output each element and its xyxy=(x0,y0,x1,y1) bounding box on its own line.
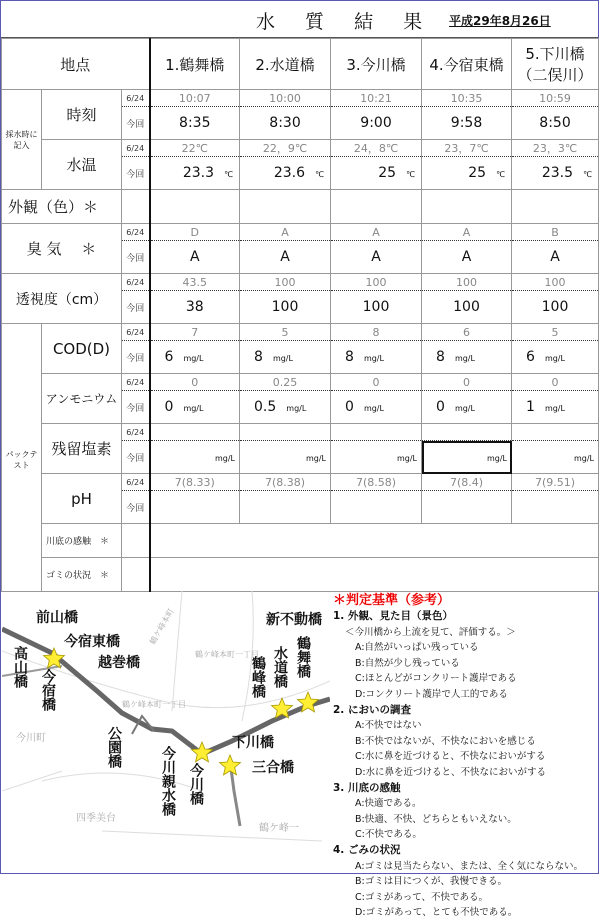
prev-date-label: 6/24 xyxy=(122,474,150,491)
time-now-cell[interactable]: 8:30 xyxy=(240,107,331,140)
cod-prev-value: 5 xyxy=(240,324,331,341)
ph-prev-value: 7(8.58) xyxy=(331,474,422,491)
odor-prev-value: A xyxy=(422,224,512,241)
unit-label: mg/L xyxy=(573,454,595,463)
bridge-label: 三合橋 xyxy=(252,760,294,776)
temp-prev-value: 24，8℃ xyxy=(331,140,422,157)
cod-now-value: 8 xyxy=(254,349,263,365)
unit-label: mg/L xyxy=(486,454,508,463)
ph-prev-row xyxy=(2,474,599,491)
transparency-prev-value: 100 xyxy=(512,274,599,291)
site-name: 5.下川橋 xyxy=(525,45,585,63)
report-date: 平成29年8月26日 xyxy=(449,14,551,28)
unit-label: ℃ xyxy=(583,170,593,179)
chlorine-now-cell[interactable] xyxy=(512,441,599,474)
criteria-item: D:ゴミがあって、とても不快である。 xyxy=(355,907,518,919)
site-subname: （二俣川） xyxy=(517,66,593,84)
time-prev-value: 10:21 xyxy=(331,90,422,107)
criteria-item: A:ゴミは見当たらない、または、全く気にならない。 xyxy=(355,860,584,872)
bridge-label: 今宿橋 xyxy=(40,669,56,711)
results-table xyxy=(1,38,599,592)
ph-now-cell[interactable] xyxy=(150,491,240,524)
site-name: 3.今川橋 xyxy=(346,55,406,74)
trash-row xyxy=(2,558,599,592)
odor-prev-value: D xyxy=(150,224,240,241)
bridge-label: 水道橋 xyxy=(272,646,288,688)
temp-prev-value: 22℃ xyxy=(150,140,240,157)
now-label: 今回 xyxy=(122,441,150,474)
now-label: 今回 xyxy=(122,291,150,324)
transparency-prev-value: 100 xyxy=(331,274,422,291)
chlorine-label: 残留塩素 xyxy=(42,424,122,474)
cod-now-cell[interactable] xyxy=(512,341,599,374)
time-prev-value: 10:35 xyxy=(422,90,512,107)
chlorine-now-cell[interactable] xyxy=(422,441,512,474)
packtest-side-label: パックテスト xyxy=(2,324,42,592)
appearance-row xyxy=(2,190,599,224)
temp-now-value: 23.6 xyxy=(273,165,306,181)
criteria-item: D:コンクリート護岸で人工的である xyxy=(355,688,508,700)
cod-prev-value: 5 xyxy=(512,324,599,341)
cod-prev-row xyxy=(2,324,599,341)
odor-prev-value: A xyxy=(331,224,422,241)
unit-label: mg/L xyxy=(544,404,565,413)
odor-now-cell[interactable]: A xyxy=(331,241,422,274)
unit-label: mg/L xyxy=(363,404,384,413)
area-label: 鶴ケ峰本町一丁目 xyxy=(122,700,186,709)
cod-label: COD(D) xyxy=(42,324,122,374)
criteria-item: A:不快ではない xyxy=(355,720,422,732)
bridge-label: 鶴舞橋 xyxy=(295,636,311,678)
odor-now-cell[interactable]: A xyxy=(422,241,512,274)
criteria-item: C:ほとんどがコンクリート護岸である xyxy=(355,673,517,685)
ammonium-now-value: 1 xyxy=(526,399,535,415)
ammonium-now-value: 0 xyxy=(436,399,445,415)
chlorine-now-cell[interactable] xyxy=(331,441,422,474)
criteria-item: B:快適、不快、どちらともいえない。 xyxy=(355,813,517,825)
unit-label: ℃ xyxy=(315,170,325,179)
cod-prev-value: 6 xyxy=(422,324,512,341)
temp-now-cell[interactable] xyxy=(150,157,240,190)
bridge-label: 鶴峰橋 xyxy=(250,656,266,698)
bridge-label: 高山橋 xyxy=(12,646,28,688)
riverbed-input[interactable] xyxy=(150,524,599,558)
cod-now-cell[interactable] xyxy=(422,341,512,374)
criteria-item: C:ゴミがあって、不快である。 xyxy=(355,891,489,903)
site-name: 2.水道橋 xyxy=(255,55,315,74)
chlorine-prev-value xyxy=(331,424,422,441)
criteria-heading: 1. 外観、見た目（景色） xyxy=(333,610,453,622)
ammonium-prev-value: 0 xyxy=(512,374,599,391)
prev-date-label: 6/24 xyxy=(122,424,150,441)
title-row xyxy=(1,1,598,38)
prev-date-label: 6/24 xyxy=(122,324,150,341)
unit-label: mg/L xyxy=(396,454,418,463)
site-header xyxy=(422,39,512,90)
criteria-item: A:自然がいっぱい残っている xyxy=(355,642,479,654)
odor-prev-value: B xyxy=(512,224,599,241)
ph-label: pH xyxy=(42,474,122,524)
criteria-item: C:水に鼻を近づけると、不快なにおいがする xyxy=(355,751,546,763)
time-now-cell[interactable]: 9:00 xyxy=(331,107,422,140)
unit-label: mg/L xyxy=(454,354,475,363)
transparency-now-cell[interactable]: 100 xyxy=(512,291,599,324)
odor-label: 臭 気 ＊ xyxy=(2,224,122,274)
time-label: 時刻 xyxy=(42,90,122,140)
ammonium-now-cell[interactable] xyxy=(150,391,240,424)
transparency-now-cell[interactable]: 38 xyxy=(150,291,240,324)
cod-now-cell[interactable] xyxy=(150,341,240,374)
riverbed-row xyxy=(2,524,599,558)
cod-prev-value: 7 xyxy=(150,324,240,341)
bridge-label: 新不動橋 xyxy=(266,612,322,628)
temp-prev-row xyxy=(2,140,599,157)
temp-prev-value: 22，9℃ xyxy=(240,140,331,157)
prev-date-label: 6/24 xyxy=(122,374,150,391)
sampling-side-label: 採水時に記入 xyxy=(2,90,42,190)
time-prev-value: 10:00 xyxy=(240,90,331,107)
unit-label: mg/L xyxy=(454,404,475,413)
appearance-label: 外観（色）＊ xyxy=(2,190,122,224)
site-header xyxy=(240,39,331,90)
temp-now-value: 25 xyxy=(378,165,397,181)
transparency-now-cell[interactable]: 100 xyxy=(422,291,512,324)
river-map xyxy=(2,591,330,873)
cod-now-value: 8 xyxy=(436,349,445,365)
criteria-item: B:ゴミは目につくが、我慢できる。 xyxy=(355,876,508,888)
bridge-label: 下川橋 xyxy=(232,735,274,751)
transparency-prev-row xyxy=(2,274,599,291)
ammonium-now-value: 0 xyxy=(345,399,354,415)
trash-input[interactable] xyxy=(150,558,599,592)
header-row xyxy=(2,39,599,90)
temp-now-cell[interactable] xyxy=(331,157,422,190)
bridge-label: 今川親水橋 xyxy=(160,746,176,816)
time-now-cell[interactable]: 8:35 xyxy=(150,107,240,140)
appearance-cell[interactable] xyxy=(422,190,512,224)
now-label: 今回 xyxy=(122,157,150,190)
transparency-prev-value: 100 xyxy=(422,274,512,291)
appearance-cell[interactable] xyxy=(512,190,599,224)
unit-label: ℃ xyxy=(224,170,234,179)
site-header xyxy=(150,39,240,90)
temp-now-value: 23.5 xyxy=(541,165,574,181)
area-label: 鶴ケ峰本町一丁目 xyxy=(195,650,259,659)
chlorine-now-cell[interactable] xyxy=(240,441,331,474)
site-name: 4.今宿東橋 xyxy=(429,55,504,74)
area-label: 今川町 xyxy=(16,733,46,744)
riverbed-empty xyxy=(122,524,150,558)
ph-prev-value: 7(8.38) xyxy=(240,474,331,491)
unit-label: ℃ xyxy=(406,170,416,179)
chlorine-prev-value xyxy=(422,424,512,441)
ph-prev-value: 7(8.4) xyxy=(422,474,512,491)
chlorine-prev-row xyxy=(2,424,599,441)
time-now-cell[interactable]: 8:50 xyxy=(512,107,599,140)
temp-now-cell[interactable] xyxy=(422,157,512,190)
now-label: 今回 xyxy=(122,491,150,524)
cod-now-cell[interactable] xyxy=(331,341,422,374)
appearance-cell[interactable] xyxy=(150,190,240,224)
unit-label: mg/L xyxy=(305,454,327,463)
ammonium-prev-row xyxy=(2,374,599,391)
temp-label: 水温 xyxy=(42,140,122,190)
prev-date-label: 6/24 xyxy=(122,90,150,107)
unit-label: mg/L xyxy=(214,454,236,463)
now-label: 今回 xyxy=(122,107,150,140)
criteria-title: ＊判定基準（参考） xyxy=(333,593,451,608)
trash-label: ゴミの状況 ＊ xyxy=(42,558,122,592)
transparency-now-cell[interactable]: 100 xyxy=(240,291,331,324)
odor-prev-row xyxy=(2,224,599,241)
criteria-item: A:快適である。 xyxy=(355,798,422,810)
transparency-prev-value: 100 xyxy=(240,274,331,291)
ammonium-now-cell[interactable] xyxy=(240,391,331,424)
criteria-item: D:水に鼻を近づけると、不快なにおいがする xyxy=(355,766,547,778)
criteria-heading: 2. においの調査 xyxy=(333,703,411,716)
odor-prev-value: A xyxy=(240,224,331,241)
time-prev-value: 10:59 xyxy=(512,90,599,107)
temp-prev-value: 23，3℃ xyxy=(512,140,599,157)
cod-now-cell[interactable] xyxy=(240,341,331,374)
criteria-item: B:自然が少し残っている xyxy=(355,657,460,669)
bridge-label: 今川橋 xyxy=(188,763,204,805)
cod-prev-value: 8 xyxy=(331,324,422,341)
chlorine-prev-value xyxy=(150,424,240,441)
ph-now-cell[interactable] xyxy=(422,491,512,524)
bridge-label: 前山橋 xyxy=(36,610,78,626)
appearance-cell[interactable] xyxy=(240,190,331,224)
chlorine-prev-value xyxy=(240,424,331,441)
criteria-note: ＜今川橋から上流を見て、評価する。＞ xyxy=(345,626,516,638)
ph-now-cell[interactable] xyxy=(512,491,599,524)
now-label: 今回 xyxy=(122,241,150,274)
time-prev-row xyxy=(2,90,599,107)
temp-now-cell[interactable] xyxy=(240,157,331,190)
ammonium-prev-value: 0 xyxy=(331,374,422,391)
unit-label: ℃ xyxy=(496,170,506,179)
ammonium-prev-value: 0 xyxy=(150,374,240,391)
bridge-label: 今宿東橋 xyxy=(64,634,120,650)
now-label: 今回 xyxy=(122,341,150,374)
odor-now-cell[interactable]: A xyxy=(150,241,240,274)
appearance-empty xyxy=(122,190,150,224)
ammonium-now-cell[interactable] xyxy=(331,391,422,424)
unit-label: mg/L xyxy=(286,404,307,413)
trash-empty xyxy=(122,558,150,592)
riverbed-label: 川底の感触 ＊ xyxy=(42,524,122,558)
area-label: 鶴ケ峰本町 xyxy=(148,606,176,647)
criteria-item: B:不快ではないが、不快なにおいを感じる xyxy=(355,735,536,747)
bridge-label: 越巻橋 xyxy=(98,655,140,671)
ph-prev-value: 7(8.33) xyxy=(150,474,240,491)
page-title: 水 質 結 果 xyxy=(256,11,435,33)
cod-now-value: 6 xyxy=(526,349,535,365)
temp-now-value: 25 xyxy=(468,165,487,181)
ammonium-prev-value: 0.25 xyxy=(240,374,331,391)
ph-now-cell[interactable] xyxy=(331,491,422,524)
prev-date-label: 6/24 xyxy=(122,274,150,291)
criteria-heading: 4. ごみの状況 xyxy=(333,843,401,856)
ammonium-now-value: 0 xyxy=(164,399,174,415)
cod-now-value: 6 xyxy=(164,349,174,365)
ammonium-label: アンモニウム xyxy=(42,374,122,424)
chlorine-prev-value xyxy=(512,424,599,441)
transparency-label: 透視度（cm） xyxy=(2,274,122,324)
area-label: 鶴ケ峰一 xyxy=(259,823,299,834)
ammonium-now-cell[interactable] xyxy=(422,391,512,424)
transparency-now-cell[interactable]: 100 xyxy=(331,291,422,324)
site-name: 1.鶴舞橋 xyxy=(165,55,225,74)
criteria-heading: 3. 川底の感触 xyxy=(333,781,401,794)
transparency-prev-value: 43.5 xyxy=(150,274,240,291)
temp-prev-value: 23，7℃ xyxy=(422,140,512,157)
ammonium-prev-value: 0 xyxy=(422,374,512,391)
criteria-item: C:不快である。 xyxy=(355,829,422,841)
unit-label: mg/L xyxy=(272,354,293,363)
prev-date-label: 6/24 xyxy=(122,224,150,241)
bridge-label: 公園橋 xyxy=(106,726,122,768)
ph-now-cell[interactable] xyxy=(240,491,331,524)
time-now-cell[interactable]: 9:58 xyxy=(422,107,512,140)
odor-now-cell[interactable]: A xyxy=(240,241,331,274)
unit-label: mg/L xyxy=(183,354,204,363)
now-label: 今回 xyxy=(122,391,150,424)
judgement-criteria xyxy=(333,593,599,921)
ph-prev-value: 7(9.51) xyxy=(512,474,599,491)
site-star-icon xyxy=(192,742,213,762)
site-header xyxy=(512,39,599,90)
ammonium-now-cell[interactable] xyxy=(512,391,599,424)
odor-now-cell[interactable]: A xyxy=(512,241,599,274)
site-header xyxy=(331,39,422,90)
cod-now-value: 8 xyxy=(345,349,354,365)
area-label: 四季美台 xyxy=(76,813,116,824)
time-prev-value: 10:07 xyxy=(150,90,240,107)
unit-label: mg/L xyxy=(363,354,384,363)
ammonium-now-value: 0.5 xyxy=(254,399,277,415)
prev-date-label: 6/24 xyxy=(122,140,150,157)
chlorine-now-cell[interactable] xyxy=(150,441,240,474)
temp-now-cell[interactable] xyxy=(512,157,599,190)
appearance-cell[interactable] xyxy=(331,190,422,224)
location-header: 地点 xyxy=(2,39,150,90)
temp-now-value: 23.3 xyxy=(182,165,215,181)
unit-label: mg/L xyxy=(183,404,204,413)
unit-label: mg/L xyxy=(544,354,565,363)
